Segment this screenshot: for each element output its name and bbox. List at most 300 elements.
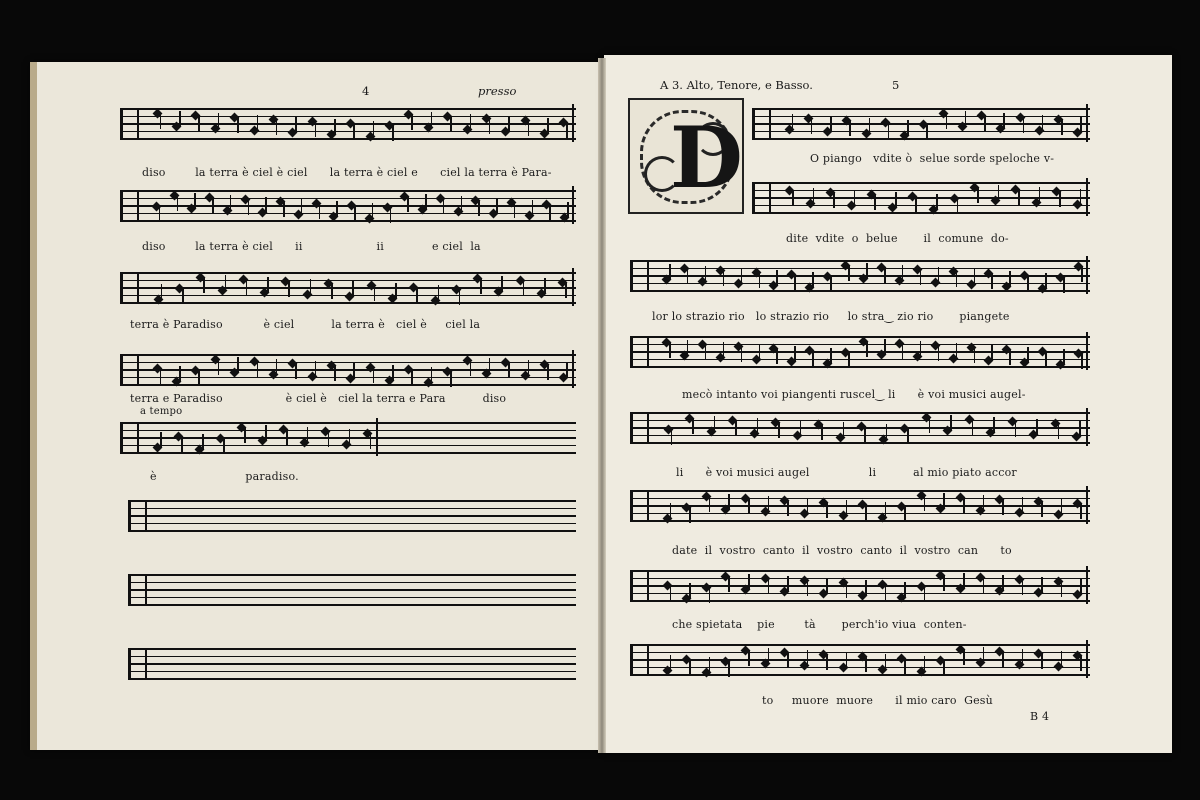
bar-line <box>572 186 574 224</box>
staff-line <box>630 600 1090 602</box>
staff-line <box>128 589 576 591</box>
note-stem <box>450 372 452 387</box>
staff-line <box>128 523 576 525</box>
staff-line <box>128 648 576 650</box>
note-stem <box>566 362 568 377</box>
note-stem <box>924 496 926 511</box>
staff-line <box>120 138 576 140</box>
staff-line <box>752 182 1090 184</box>
note-stem <box>705 345 707 360</box>
note-stem <box>523 281 525 296</box>
note-stem <box>865 505 867 520</box>
staff-line <box>128 515 576 517</box>
lyric-line: date il vostro canto il vostro canto il vostro can to <box>672 544 1012 557</box>
note-stem <box>957 199 959 214</box>
note-stem <box>411 370 413 385</box>
note-stem <box>431 367 433 382</box>
note-stem <box>963 573 965 588</box>
note-stem <box>1061 582 1063 597</box>
clef-symbol <box>120 190 139 220</box>
staff-line <box>630 674 1090 676</box>
lyric-line: to muore muore il mio caro Gesù <box>762 694 993 707</box>
note-stem <box>276 120 278 135</box>
note-stem <box>237 357 239 372</box>
note-stem <box>508 363 510 378</box>
note-stem <box>1036 419 1038 434</box>
note-stem <box>390 208 392 223</box>
lyric-line: terra è Paradiso è ciel la terra è ciel è ciel la <box>130 318 481 331</box>
bar-line <box>376 418 378 456</box>
note-stem <box>846 652 848 667</box>
note-stem <box>336 201 338 216</box>
note-stem <box>237 118 239 133</box>
note-stem <box>257 362 259 377</box>
lyric-line: O piango vdite ò selue sorde speloche v- <box>810 152 1055 165</box>
note-stem <box>983 578 985 593</box>
music-staff <box>630 486 1090 524</box>
note-stem <box>812 351 814 366</box>
note-stem <box>194 193 196 208</box>
bar-line <box>572 350 574 388</box>
note-stem <box>950 415 952 430</box>
note-stem <box>307 427 309 442</box>
note-stem <box>230 195 232 210</box>
note-stem <box>1061 499 1063 514</box>
note-stem <box>1061 120 1063 135</box>
note-stem <box>182 289 184 304</box>
note-stem <box>748 499 750 514</box>
note-stem <box>759 344 761 359</box>
note-stem <box>334 119 336 134</box>
note-stem <box>1079 421 1081 436</box>
note-stem <box>1080 656 1082 671</box>
note-stem <box>830 116 832 131</box>
note-stem <box>489 119 491 134</box>
lyric-line: mecò intanto voi piangenti ruscel‿ li è voi musici augel- <box>682 388 1026 401</box>
note-stem <box>1081 267 1083 282</box>
note-stem <box>794 275 796 290</box>
music-staff-empty <box>128 496 576 534</box>
staff-line <box>630 260 1090 262</box>
note-stem <box>566 123 568 138</box>
note-stem <box>1002 500 1004 515</box>
note-stem <box>1002 652 1004 667</box>
note-stem <box>1023 118 1025 133</box>
note-stem <box>160 369 162 384</box>
note-stem <box>741 347 743 362</box>
note-stem <box>212 198 214 213</box>
note-stem <box>288 282 290 297</box>
clef-symbol <box>120 108 139 138</box>
note-stem <box>547 365 549 380</box>
music-staff <box>120 268 576 306</box>
note-stem <box>1009 271 1011 286</box>
note-stem <box>768 496 770 511</box>
note-stem <box>1022 649 1024 664</box>
note-stem <box>830 348 832 363</box>
note-stem <box>1022 580 1024 595</box>
staff-line <box>128 597 576 599</box>
note-stem <box>244 428 246 443</box>
note-stem <box>728 494 730 509</box>
note-stem <box>496 198 498 213</box>
note-stem <box>265 197 267 212</box>
note-stem <box>833 193 835 208</box>
note-stem <box>160 114 162 129</box>
note-stem <box>532 200 534 215</box>
note-stem <box>907 120 909 135</box>
note-stem <box>373 121 375 136</box>
staff-line <box>630 442 1090 444</box>
bar-line <box>1086 486 1088 524</box>
clef-symbol <box>752 182 771 212</box>
staff-line <box>752 205 1090 207</box>
note-stem <box>943 661 945 676</box>
bar-line <box>1086 640 1088 678</box>
clef-symbol <box>128 574 147 604</box>
note-stem <box>728 662 730 677</box>
note-stem <box>470 361 472 376</box>
bar-line <box>1086 566 1088 604</box>
note-stem <box>728 577 730 592</box>
music-staff <box>630 566 1090 604</box>
note-stem <box>811 119 813 134</box>
music-staff <box>120 104 576 142</box>
note-stem <box>904 507 906 522</box>
note-stem <box>1080 189 1082 204</box>
note-stem <box>846 583 848 598</box>
staff-line <box>630 570 1090 572</box>
note-stem <box>848 266 850 281</box>
note-stem <box>689 583 691 598</box>
note-stem <box>177 196 179 211</box>
note-stem <box>1080 504 1082 519</box>
note-stem <box>757 418 759 433</box>
note-stem <box>160 432 162 447</box>
note-stem <box>826 578 828 593</box>
note-stem <box>865 580 867 595</box>
note-stem <box>885 502 887 517</box>
note-stem <box>826 503 828 518</box>
note-stem <box>687 269 689 284</box>
note-stem <box>669 264 671 279</box>
note-stem <box>411 115 413 130</box>
music-staff <box>630 332 1090 370</box>
note-stem <box>826 655 828 670</box>
note-stem <box>373 368 375 383</box>
staff-line <box>630 420 1090 422</box>
note-stem <box>687 340 689 355</box>
note-stem <box>461 196 463 211</box>
note-stem <box>372 203 374 218</box>
note-stem <box>392 365 394 380</box>
note-stem <box>1027 347 1029 362</box>
note-stem <box>886 424 888 439</box>
note-stem <box>974 348 976 363</box>
staff-line <box>120 287 576 289</box>
music-staff <box>630 256 1090 294</box>
note-stem <box>692 419 694 434</box>
note-stem <box>565 283 567 298</box>
lyric-line: dite vdite o belue il comune do- <box>786 232 1009 245</box>
note-stem <box>198 371 200 386</box>
staff-line <box>752 116 1090 118</box>
bar-line <box>1086 178 1088 216</box>
note-stem <box>159 207 161 222</box>
note-stem <box>549 205 551 220</box>
note-stem <box>198 116 200 131</box>
note-stem <box>425 194 427 209</box>
note-stem <box>946 114 948 129</box>
music-staff <box>120 186 576 224</box>
note-stem <box>319 204 321 219</box>
note-stem <box>223 439 225 454</box>
note-stem <box>1080 117 1082 132</box>
note-stem <box>395 283 397 298</box>
note-stem <box>807 581 809 596</box>
music-staff <box>630 640 1090 678</box>
note-stem <box>929 418 931 433</box>
note-stem <box>984 116 986 131</box>
bar-line <box>1086 332 1088 370</box>
staff-line <box>120 354 576 356</box>
note-stem <box>352 281 354 296</box>
staff-line <box>630 351 1090 353</box>
note-stem <box>869 118 871 133</box>
staff-line <box>128 508 576 510</box>
note-stem <box>295 364 297 379</box>
note-stem <box>821 425 823 440</box>
note-stem <box>778 423 780 438</box>
note-stem <box>353 124 355 139</box>
note-stem <box>1058 424 1060 439</box>
note-stem <box>963 498 965 513</box>
staff-line <box>120 452 576 454</box>
note-stem <box>257 115 259 130</box>
lyric-line: diso la terra è ciel ii ii e ciel la <box>142 240 481 253</box>
note-stem <box>508 116 510 131</box>
note-stem <box>689 660 691 675</box>
note-stem <box>943 493 945 508</box>
note-stem <box>202 434 204 449</box>
note-stem <box>218 113 220 128</box>
note-stem <box>489 358 491 373</box>
note-stem <box>807 498 809 513</box>
note-stem <box>812 272 814 287</box>
note-stem <box>709 657 711 672</box>
staff-line <box>128 500 576 502</box>
note-stem <box>972 420 974 435</box>
note-stem <box>203 278 205 293</box>
note-stem <box>544 278 546 293</box>
bar-line <box>572 104 574 142</box>
note-stem <box>670 503 672 518</box>
music-staff <box>120 350 576 388</box>
note-stem <box>246 280 248 295</box>
note-stem <box>438 285 440 300</box>
clef-symbol <box>752 108 771 138</box>
note-stem <box>689 508 691 523</box>
note-stem <box>1080 579 1082 594</box>
note-stem <box>416 288 418 303</box>
note-stem <box>1022 497 1024 512</box>
note-stem <box>331 284 333 299</box>
staff-line <box>120 272 576 274</box>
note-stem <box>854 190 856 205</box>
note-stem <box>849 121 851 136</box>
note-stem <box>895 192 897 207</box>
staff-line <box>752 138 1090 140</box>
note-stem <box>813 188 815 203</box>
note-stem <box>866 263 868 278</box>
note-stem <box>776 270 778 285</box>
staff-line <box>120 280 576 282</box>
staff-line <box>120 198 576 200</box>
note-stem <box>888 123 890 138</box>
note-stem <box>1061 651 1063 666</box>
note-stem <box>792 191 794 206</box>
note-stem <box>1002 575 1004 590</box>
clef-symbol <box>630 570 649 600</box>
note-stem <box>374 286 376 301</box>
staff-line <box>630 644 1090 646</box>
initial-letter: D <box>670 108 743 207</box>
staff-line <box>128 604 576 606</box>
note-stem <box>885 654 887 669</box>
note-stem <box>864 427 866 442</box>
clef-symbol <box>630 644 649 674</box>
note-stem <box>963 650 965 665</box>
note-stem <box>915 197 917 212</box>
staff-line <box>752 108 1090 110</box>
note-stem <box>354 206 356 221</box>
staff-line <box>128 678 576 680</box>
note-stem <box>956 272 958 287</box>
note-stem <box>670 586 672 601</box>
note-stem <box>1003 113 1005 128</box>
note-stem <box>709 497 711 512</box>
note-stem <box>723 342 725 357</box>
book-spine <box>598 58 606 753</box>
note-stem <box>965 111 967 126</box>
note-stem <box>956 343 958 358</box>
note-stem <box>669 343 671 358</box>
clef-symbol <box>630 412 649 442</box>
note-stem <box>283 202 285 217</box>
staff-line <box>630 520 1090 522</box>
note-stem <box>943 576 945 591</box>
note-stem <box>983 495 985 510</box>
note-stem <box>938 267 940 282</box>
lyric-line: diso la terra è ciel è ciel la terra è ciel e ciel la terra è Para- <box>142 166 552 179</box>
note-stem <box>926 125 928 140</box>
staff-line <box>120 422 576 424</box>
note-stem <box>920 270 922 285</box>
clef-symbol <box>120 354 139 384</box>
note-stem <box>161 284 163 299</box>
note-stem <box>936 194 938 209</box>
note-stem <box>315 361 317 376</box>
clef-symbol <box>120 422 139 452</box>
note-stem <box>276 359 278 374</box>
note-stem <box>480 279 482 294</box>
note-stem <box>904 582 906 597</box>
note-stem <box>977 188 979 203</box>
note-stem <box>924 587 926 602</box>
note-stem <box>709 588 711 603</box>
clef-symbol <box>630 490 649 520</box>
note-stem <box>267 277 269 292</box>
lyric-line: li è voi musici augel li al mio piato accor <box>676 466 1017 479</box>
staff-line <box>630 268 1090 270</box>
note-stem <box>1059 192 1061 207</box>
note-stem <box>1027 276 1029 291</box>
staff-line <box>128 656 576 658</box>
note-stem <box>843 422 845 437</box>
music-staff <box>630 408 1090 446</box>
note-stem <box>776 349 778 364</box>
note-stem <box>993 417 995 432</box>
lyric-line: è paradiso. <box>150 470 299 483</box>
clef-symbol <box>128 648 147 678</box>
staff-line <box>120 220 576 222</box>
note-stem <box>748 651 750 666</box>
note-stem <box>286 430 288 445</box>
note-stem <box>315 122 317 137</box>
note-stem <box>528 360 530 375</box>
staff-line <box>630 336 1090 338</box>
lyric-line: lor lo strazio rio lo strazio rio lo stra‿ zio rio piangete <box>652 310 1010 323</box>
staff-line <box>128 671 576 673</box>
staff-line <box>120 108 576 110</box>
note-stem <box>218 360 220 375</box>
note-stem <box>907 429 909 444</box>
note-stem <box>248 200 250 215</box>
note-stem <box>768 579 770 594</box>
note-stem <box>225 275 227 290</box>
staff-line <box>120 213 576 215</box>
bar-line <box>572 268 574 306</box>
bar-line <box>1086 104 1088 142</box>
note-stem <box>787 653 789 668</box>
staff-line <box>630 490 1090 492</box>
clef-symbol <box>120 272 139 302</box>
note-stem <box>904 659 906 674</box>
note-stem <box>759 273 761 288</box>
note-stem <box>328 432 330 447</box>
lyric-line: terra e Paradiso è ciel è ciel la terra e Para diso <box>130 392 507 405</box>
note-stem <box>866 342 868 357</box>
note-stem <box>794 346 796 361</box>
note-stem <box>1045 352 1047 367</box>
note-stem <box>353 363 355 378</box>
note-stem <box>514 203 516 218</box>
staff-line <box>128 663 576 665</box>
note-stem <box>884 268 886 283</box>
music-staff <box>120 418 576 456</box>
right-page-number: 5 <box>892 78 900 92</box>
clef-symbol <box>128 500 147 530</box>
note-stem <box>547 118 549 133</box>
note-stem <box>392 126 394 141</box>
note-stem <box>407 197 409 212</box>
staff-line <box>752 212 1090 214</box>
note-stem <box>748 574 750 589</box>
note-stem <box>478 201 480 216</box>
bar-line <box>1086 256 1088 294</box>
note-stem <box>370 434 372 449</box>
note-stem <box>179 366 181 381</box>
